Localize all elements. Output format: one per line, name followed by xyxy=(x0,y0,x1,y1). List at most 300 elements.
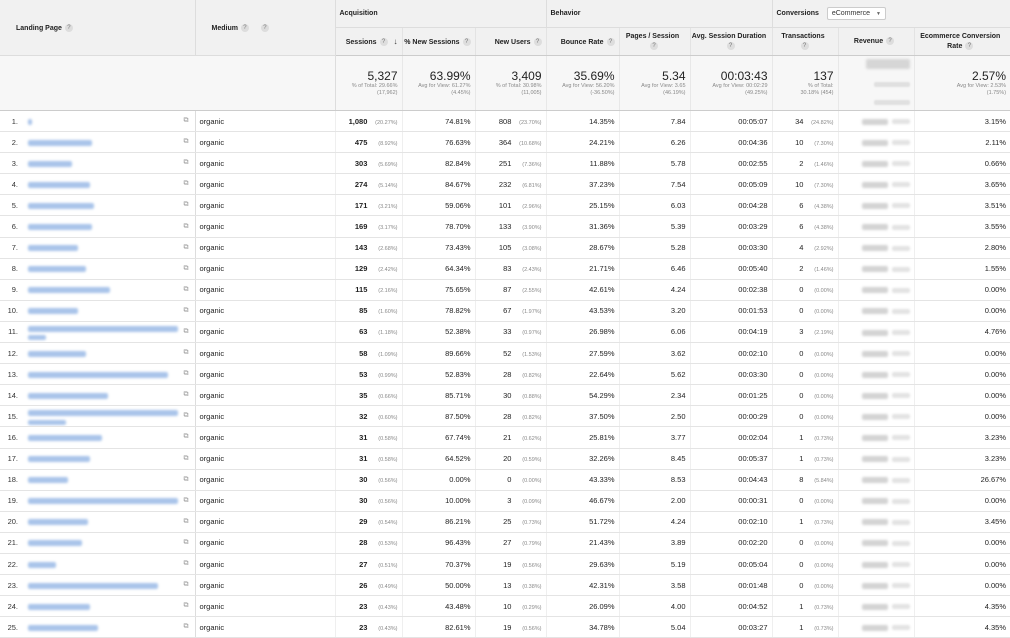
table-row[interactable] xyxy=(0,490,1010,511)
redacted-landing-page-link[interactable] xyxy=(28,372,168,378)
help-icon[interactable]: ? xyxy=(534,38,542,46)
new-users-value: 19 xyxy=(503,559,512,569)
redacted-landing-page-link[interactable] xyxy=(28,326,178,332)
totals-conv-rate-sub1: Avg for View: 2.53% xyxy=(956,82,1007,89)
landing-page-cell[interactable] xyxy=(24,596,195,617)
help-icon[interactable]: ? xyxy=(965,42,973,50)
bounce-rate-cell: 51.72% xyxy=(546,511,619,532)
redacted-landing-page-link[interactable] xyxy=(28,351,86,357)
table-row[interactable] xyxy=(0,174,1010,195)
medium-cell: organic xyxy=(195,111,335,132)
new-users-value: 20 xyxy=(503,454,512,464)
redacted-revenue xyxy=(862,414,888,420)
redacted-revenue-percent xyxy=(892,478,910,483)
sessions-percent: (5.69%) xyxy=(378,161,398,168)
bounce-rate-cell: 42.31% xyxy=(546,575,619,596)
revenue-cell xyxy=(838,406,914,427)
redacted-landing-page-link[interactable] xyxy=(28,410,178,416)
transactions-cell xyxy=(772,237,838,258)
row-index: 15. xyxy=(0,406,24,427)
medium-cell: organic xyxy=(195,490,335,511)
transactions-percent: (0.00%) xyxy=(814,351,834,358)
table-row[interactable] xyxy=(0,469,1010,490)
new-sessions-header[interactable] xyxy=(402,28,475,56)
totals-sessions xyxy=(335,56,402,111)
redacted-landing-page-link[interactable] xyxy=(28,625,98,631)
transactions-value: 0 xyxy=(799,496,804,506)
row-index: 21. xyxy=(0,532,24,553)
help-icon[interactable]: ? xyxy=(463,38,471,46)
redacted-landing-page-link[interactable] xyxy=(28,562,56,568)
pages-session-cell: 6.46 xyxy=(619,258,690,279)
transactions-percent: (0.73%) xyxy=(814,604,834,611)
bounce-rate-cell: 28.67% xyxy=(546,237,619,258)
table-row[interactable] xyxy=(0,511,1010,532)
new-users-percent: (0.82%) xyxy=(522,372,542,379)
external-link-icon[interactable]: ⧉ xyxy=(183,201,189,209)
redacted-landing-page-link[interactable] xyxy=(28,540,82,546)
sessions-value: 30 xyxy=(359,475,368,485)
new-users-cell xyxy=(475,511,546,532)
transactions-value: 1 xyxy=(799,601,804,611)
totals-blank xyxy=(195,56,335,111)
landing-page-cell[interactable] xyxy=(24,364,195,385)
new-users-cell xyxy=(475,132,546,153)
new-users-cell xyxy=(475,448,546,469)
revenue-cell xyxy=(838,279,914,300)
landing-page-cell[interactable] xyxy=(24,532,195,553)
new-users-percent: (0.88%) xyxy=(522,393,542,400)
external-link-icon[interactable]: ⧉ xyxy=(183,180,189,188)
table-row[interactable] xyxy=(0,343,1010,364)
transactions-percent: (0.00%) xyxy=(814,393,834,400)
transactions-percent: (0.00%) xyxy=(814,562,834,569)
avg-duration-cell: 00:02:20 xyxy=(690,532,772,553)
bounce-rate-cell: 31.36% xyxy=(546,216,619,237)
transactions-percent: (0.00%) xyxy=(814,541,834,548)
landing-page-cell[interactable] xyxy=(24,132,195,153)
medium-cell: organic xyxy=(195,469,335,490)
transactions-cell xyxy=(772,132,838,153)
new-users-value: 251 xyxy=(498,158,512,168)
pages-session-cell: 4.24 xyxy=(619,279,690,300)
medium-cell: organic xyxy=(195,596,335,617)
bounce-rate-cell: 22.64% xyxy=(546,364,619,385)
revenue-header[interactable] xyxy=(838,28,914,56)
row-index: 19. xyxy=(0,490,24,511)
row-index: 20. xyxy=(0,511,24,532)
landing-page-cell[interactable] xyxy=(24,511,195,532)
landing-page-cell[interactable] xyxy=(24,385,195,406)
landing-page-cell[interactable] xyxy=(24,195,195,216)
conversions-select[interactable] xyxy=(827,7,886,20)
redacted-landing-page-link[interactable] xyxy=(28,161,72,167)
table-row[interactable] xyxy=(0,596,1010,617)
revenue-cell xyxy=(838,153,914,174)
sessions-percent: (0.53%) xyxy=(378,541,398,548)
medium-header[interactable] xyxy=(195,0,335,56)
conv-rate-cell: 4.76% xyxy=(914,321,1010,342)
redacted-landing-page-link[interactable] xyxy=(28,119,32,125)
bounce-rate-cell: 37.50% xyxy=(546,406,619,427)
new-users-percent: (1.97%) xyxy=(522,309,542,316)
sessions-header-label: Sessions xyxy=(345,38,377,46)
transactions-percent: (0.00%) xyxy=(814,309,834,316)
table-row[interactable] xyxy=(0,448,1010,469)
sessions-percent: (20.27%) xyxy=(375,119,398,126)
new-users-header-label: New Users xyxy=(494,38,531,46)
chevron-down-icon: ▼ xyxy=(875,11,881,17)
table-row[interactable] xyxy=(0,575,1010,596)
table-row[interactable] xyxy=(0,132,1010,153)
help-icon[interactable]: ? xyxy=(380,38,388,46)
sessions-cell xyxy=(335,132,402,153)
table-row[interactable] xyxy=(0,385,1010,406)
redacted-revenue xyxy=(862,604,888,610)
redacted-landing-page-link[interactable] xyxy=(28,435,102,441)
totals-avg-duration-sub1: Avg for View: 00:02:29 xyxy=(712,82,768,89)
landing-page-header[interactable] xyxy=(0,0,195,56)
external-link-icon[interactable]: ⧉ xyxy=(183,243,189,251)
landing-page-cell[interactable] xyxy=(24,216,195,237)
remove-dimension-icon[interactable]: ? xyxy=(261,24,269,32)
totals-new-sessions xyxy=(402,56,475,111)
revenue-cell xyxy=(838,596,914,617)
landing-page-cell[interactable] xyxy=(24,321,195,342)
totals-conv-rate xyxy=(914,56,1010,111)
table-row[interactable] xyxy=(0,406,1010,427)
transactions-cell xyxy=(772,364,838,385)
redacted-landing-page-link[interactable] xyxy=(28,393,108,399)
external-link-icon[interactable]: ⧉ xyxy=(183,159,189,167)
table-row[interactable] xyxy=(0,258,1010,279)
new-users-percent: (0.56%) xyxy=(522,625,542,632)
new-users-cell xyxy=(475,258,546,279)
table-row[interactable] xyxy=(0,321,1010,342)
avg-duration-header[interactable] xyxy=(690,28,772,56)
landing-page-cell[interactable] xyxy=(24,617,195,638)
new-users-cell xyxy=(475,364,546,385)
transactions-cell xyxy=(772,511,838,532)
transactions-percent: (7.30%) xyxy=(814,182,834,189)
redacted-landing-page-link[interactable] xyxy=(28,456,90,462)
new-users-percent: (1.53%) xyxy=(522,351,542,358)
conversions-group-header xyxy=(772,0,1010,28)
external-link-icon[interactable]: ⧉ xyxy=(183,560,189,568)
pages-session-cell: 5.19 xyxy=(619,553,690,574)
external-link-icon[interactable]: ⧉ xyxy=(183,306,189,314)
transactions-cell xyxy=(772,343,838,364)
sessions-percent: (0.66%) xyxy=(378,393,398,400)
avg-duration-cell: 00:04:19 xyxy=(690,321,772,342)
medium-cell: organic xyxy=(195,321,335,342)
pages-session-cell: 2.00 xyxy=(619,490,690,511)
bounce-rate-cell: 29.63% xyxy=(546,553,619,574)
help-icon[interactable]: ? xyxy=(650,42,658,50)
external-link-icon[interactable]: ⧉ xyxy=(183,412,189,420)
redacted-landing-page-link[interactable] xyxy=(28,224,92,230)
external-link-icon[interactable]: ⧉ xyxy=(183,117,189,125)
redacted-landing-page-link[interactable] xyxy=(28,245,78,251)
transactions-percent: (1.46%) xyxy=(814,267,834,274)
landing-page-cell[interactable] xyxy=(24,469,195,490)
sessions-header[interactable] xyxy=(335,28,402,56)
landing-page-cell[interactable] xyxy=(24,490,195,511)
row-index: 12. xyxy=(0,343,24,364)
redacted-landing-page-link[interactable] xyxy=(28,604,90,610)
avg-duration-cell: 00:04:52 xyxy=(690,596,772,617)
sessions-value: 274 xyxy=(354,179,368,189)
new-users-cell xyxy=(475,575,546,596)
sessions-percent: (2.42%) xyxy=(378,267,398,274)
avg-duration-cell: 00:04:28 xyxy=(690,195,772,216)
redacted-landing-page-link[interactable] xyxy=(28,308,78,314)
sessions-percent: (3.21%) xyxy=(378,203,398,210)
pages-session-cell: 3.89 xyxy=(619,532,690,553)
totals-pages-session-sub2: (46.19%) xyxy=(663,89,686,96)
help-icon[interactable]: ? xyxy=(801,42,809,50)
landing-page-cell[interactable] xyxy=(24,553,195,574)
new-users-value: 232 xyxy=(498,179,512,189)
external-link-icon[interactable]: ⧉ xyxy=(183,623,189,631)
conv-rate-cell: 2.11% xyxy=(914,132,1010,153)
table-row[interactable] xyxy=(0,364,1010,385)
transactions-cell xyxy=(772,617,838,638)
bounce-rate-cell: 43.53% xyxy=(546,300,619,321)
transactions-cell xyxy=(772,195,838,216)
sessions-percent: (1.09%) xyxy=(378,351,398,358)
sessions-cell xyxy=(335,427,402,448)
external-link-icon[interactable]: ⧉ xyxy=(183,264,189,272)
totals-blank xyxy=(0,56,195,111)
table-row[interactable] xyxy=(0,195,1010,216)
medium-cell: organic xyxy=(195,364,335,385)
help-icon[interactable]: ? xyxy=(607,38,615,46)
transactions-header-label: Transactions xyxy=(781,32,825,40)
medium-cell: organic xyxy=(195,406,335,427)
external-link-icon[interactable]: ⧉ xyxy=(183,538,189,546)
pages-session-header[interactable] xyxy=(619,28,690,56)
redacted-landing-page-link[interactable] xyxy=(28,287,110,293)
landing-page-cell[interactable] xyxy=(24,111,195,132)
bounce-rate-header[interactable] xyxy=(546,28,619,56)
bounce-rate-cell: 37.23% xyxy=(546,174,619,195)
sessions-value: 475 xyxy=(354,137,368,147)
revenue-cell xyxy=(838,553,914,574)
sessions-percent: (8.92%) xyxy=(378,140,398,147)
pages-session-cell: 7.84 xyxy=(619,111,690,132)
conv-rate-cell: 1.55% xyxy=(914,258,1010,279)
revenue-cell xyxy=(838,132,914,153)
redacted-revenue-percent xyxy=(892,119,910,124)
external-link-icon[interactable]: ⧉ xyxy=(183,454,189,462)
bounce-rate-cell: 32.26% xyxy=(546,448,619,469)
redacted-revenue-percent xyxy=(892,414,910,419)
pages-session-header-label: Pages / Session xyxy=(625,32,680,40)
external-link-icon[interactable]: ⧉ xyxy=(183,391,189,399)
new-users-value: 105 xyxy=(498,243,512,253)
totals-new-users-sub2: (11,005) xyxy=(521,89,542,96)
transactions-value: 0 xyxy=(799,390,804,400)
transactions-percent: (5.84%) xyxy=(814,478,834,485)
redacted-landing-page-link[interactable] xyxy=(28,140,92,146)
pages-session-cell: 6.03 xyxy=(619,195,690,216)
table-row[interactable] xyxy=(0,111,1010,132)
table-row[interactable] xyxy=(0,427,1010,448)
redacted-landing-page-link[interactable] xyxy=(28,519,88,525)
sessions-cell xyxy=(335,511,402,532)
external-link-icon[interactable]: ⧉ xyxy=(183,581,189,589)
conv-rate-header[interactable] xyxy=(914,28,1010,56)
transactions-value: 3 xyxy=(799,327,804,337)
redacted-revenue-percent xyxy=(892,604,910,609)
sessions-percent: (2.68%) xyxy=(378,246,398,253)
help-icon[interactable]: ? xyxy=(65,24,73,32)
new-users-percent: (0.09%) xyxy=(522,499,542,506)
conv-rate-header-label: Ecommerce Conversion Rate xyxy=(920,32,1001,50)
avg-duration-cell: 00:02:55 xyxy=(690,153,772,174)
new-users-percent: (3.90%) xyxy=(522,225,542,232)
external-link-icon[interactable]: ⧉ xyxy=(183,517,189,525)
avg-duration-cell: 00:00:29 xyxy=(690,406,772,427)
medium-cell: organic xyxy=(195,532,335,553)
sessions-cell xyxy=(335,364,402,385)
landing-page-cell[interactable] xyxy=(24,237,195,258)
redacted-landing-page-link[interactable] xyxy=(28,477,68,483)
new-sessions-cell: 85.71% xyxy=(402,385,475,406)
pages-session-cell: 3.62 xyxy=(619,343,690,364)
landing-page-cell[interactable] xyxy=(24,174,195,195)
header-group-row xyxy=(0,0,1010,28)
transactions-cell xyxy=(772,575,838,596)
external-link-icon[interactable]: ⧉ xyxy=(183,138,189,146)
landing-page-cell[interactable] xyxy=(24,406,195,427)
sessions-cell xyxy=(335,195,402,216)
table-row[interactable] xyxy=(0,237,1010,258)
conv-rate-cell: 3.15% xyxy=(914,111,1010,132)
table-row[interactable] xyxy=(0,553,1010,574)
external-link-icon[interactable]: ⧉ xyxy=(183,475,189,483)
help-icon[interactable]: ? xyxy=(241,24,249,32)
table-row[interactable] xyxy=(0,617,1010,638)
transactions-percent: (0.73%) xyxy=(814,435,834,442)
redacted-revenue-percent xyxy=(892,583,910,588)
totals-new-users-value: 3,409 xyxy=(511,68,542,83)
external-link-icon[interactable]: ⧉ xyxy=(183,496,189,504)
totals-new-sessions-value: 63.99% xyxy=(429,68,471,83)
table-row[interactable] xyxy=(0,279,1010,300)
sessions-value: 169 xyxy=(354,222,368,232)
new-sessions-cell: 59.06% xyxy=(402,195,475,216)
totals-new-users-sub1: % of Total: 30.98% xyxy=(495,82,542,89)
redacted-revenue xyxy=(862,266,888,272)
table-row[interactable] xyxy=(0,532,1010,553)
transactions-cell xyxy=(772,385,838,406)
new-sessions-cell: 96.43% xyxy=(402,532,475,553)
avg-duration-cell: 00:02:10 xyxy=(690,343,772,364)
landing-page-cell[interactable] xyxy=(24,300,195,321)
new-users-header[interactable] xyxy=(475,28,546,56)
redacted-revenue-percent xyxy=(892,267,910,272)
table-row[interactable] xyxy=(0,153,1010,174)
redacted-revenue xyxy=(862,477,888,483)
external-link-icon[interactable]: ⧉ xyxy=(183,222,189,230)
landing-page-cell[interactable] xyxy=(24,258,195,279)
sessions-cell xyxy=(335,532,402,553)
medium-cell: organic xyxy=(195,279,335,300)
external-link-icon[interactable]: ⧉ xyxy=(183,327,189,335)
new-users-percent: (23.70%) xyxy=(519,119,542,126)
new-users-percent: (0.73%) xyxy=(522,520,542,527)
redacted-revenue xyxy=(862,435,888,441)
landing-page-cell[interactable] xyxy=(24,153,195,174)
transactions-cell xyxy=(772,279,838,300)
new-users-cell xyxy=(475,174,546,195)
new-users-percent: (2.55%) xyxy=(522,288,542,295)
redacted-landing-page-link[interactable] xyxy=(28,182,90,188)
sort-down-arrow-icon[interactable]: ↓ xyxy=(393,36,398,46)
help-icon[interactable]: ? xyxy=(727,42,735,50)
new-sessions-cell: 64.52% xyxy=(402,448,475,469)
redacted-landing-page-link[interactable] xyxy=(28,583,158,589)
sessions-value: 28 xyxy=(359,538,368,548)
new-sessions-cell: 89.66% xyxy=(402,343,475,364)
new-users-percent: (0.29%) xyxy=(522,604,542,611)
new-users-cell xyxy=(475,406,546,427)
external-link-icon[interactable]: ⧉ xyxy=(183,349,189,357)
row-index: 11. xyxy=(0,321,24,342)
sessions-value: 27 xyxy=(359,559,368,569)
medium-cell: organic xyxy=(195,258,335,279)
row-index: 9. xyxy=(0,279,24,300)
acquisition-group-header xyxy=(335,0,546,28)
table-row[interactable] xyxy=(0,300,1010,321)
new-users-percent: (0.00%) xyxy=(522,478,542,485)
transactions-percent: (0.00%) xyxy=(814,414,834,421)
redacted-revenue xyxy=(862,540,888,546)
landing-page-cell[interactable] xyxy=(24,575,195,596)
row-index: 7. xyxy=(0,237,24,258)
redacted-landing-page-link[interactable] xyxy=(28,203,94,209)
avg-duration-cell: 00:03:30 xyxy=(690,237,772,258)
landing-page-cell[interactable] xyxy=(24,279,195,300)
external-link-icon[interactable]: ⧉ xyxy=(183,370,189,378)
redacted-landing-page-link[interactable] xyxy=(28,498,178,504)
landing-page-cell[interactable] xyxy=(24,427,195,448)
sessions-percent: (0.43%) xyxy=(378,625,398,632)
external-link-icon[interactable]: ⧉ xyxy=(183,433,189,441)
transactions-percent: (0.00%) xyxy=(814,583,834,590)
sessions-percent: (0.58%) xyxy=(378,435,398,442)
bounce-rate-header-label: Bounce Rate xyxy=(560,38,604,46)
table-row[interactable] xyxy=(0,216,1010,237)
new-users-cell xyxy=(475,596,546,617)
external-link-icon[interactable]: ⧉ xyxy=(183,602,189,610)
transactions-header[interactable] xyxy=(772,28,838,56)
conv-rate-cell: 3.65% xyxy=(914,174,1010,195)
external-link-icon[interactable]: ⧉ xyxy=(183,285,189,293)
new-users-value: 19 xyxy=(503,622,512,632)
help-icon[interactable]: ? xyxy=(886,37,894,45)
sessions-percent: (0.54%) xyxy=(378,520,398,527)
new-sessions-cell: 82.84% xyxy=(402,153,475,174)
landing-page-cell[interactable] xyxy=(24,448,195,469)
bounce-rate-cell: 27.59% xyxy=(546,343,619,364)
transactions-percent: (2.92%) xyxy=(814,246,834,253)
redacted-landing-page-link[interactable] xyxy=(28,266,86,272)
landing-page-cell[interactable] xyxy=(24,343,195,364)
avg-duration-cell: 00:03:30 xyxy=(690,364,772,385)
